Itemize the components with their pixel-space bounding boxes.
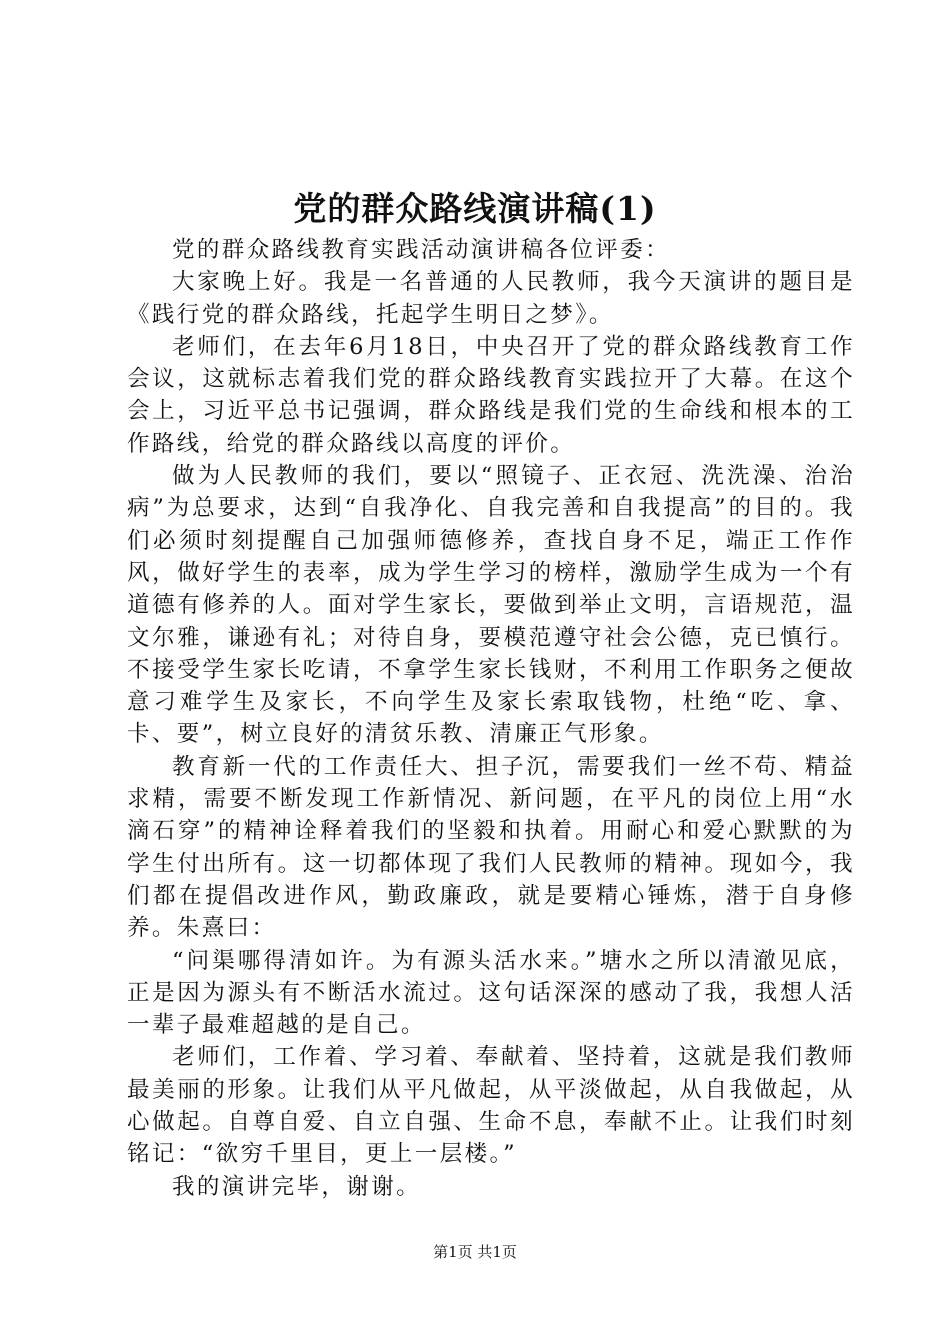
paragraph-education-responsibility: 教育新一代的工作责任大、担子沉，需要我们一丝不苟、精益求精，需要不断发现工作新情况、新问题，在平凡的岗位上用“水滴石穿”的精神诠释着我们的坚毅和执着。用耐心和爱心默默的为学生付出所有。这一切都体现了我们人民教师的精神。现如今，我们都在提倡改进作风，勤政廉政，就是要精心锤炼，潜于自身修养。朱熹曰： [127, 753, 855, 942]
paragraph-greeting: 大家晚上好。我是一名普通的人民教师，我今天演讲的题目是《践行党的群众路线，托起学生明日之梦》。 [127, 269, 855, 328]
page-number-footer: 第1页 共1页 [433, 1243, 517, 1261]
document-body [127, 234, 855, 1203]
paragraph-teacher-duty: 做为人民教师的我们，要以“照镜子、正衣冠、洗洗澡、治治病”为总要求，达到“自我净化、自我完善和自我提高”的目的。我们必须时刻提醒自己加强师德修养，查找自身不足，端正工作作风，做好学生的表率，成为学生学习的榜样，激励学生成为一个有道德有修养的人。面对学生家长，要做到举止文明，言语规范，温文尔雅，谦逊有礼；对待自身，要模范遵守社会公德，克已慎行。不接受学生家长吃请，不拿学生家长钱财，不利用工作职务之便故意刁难学生及家长，不向学生及家长索取钱物，杜绝“吃、拿、卡、要”，树立良好的清贫乐教、清廉正气形象。 [127, 463, 855, 748]
paragraph-conclusion: 老师们，工作着、学习着、奉献着、坚持着，这就是我们教师最美丽的形象。让我们从平凡做起，从平淡做起，从自我做起，从心做起。自尊自爱、自立自强、生命不息，奉献不止。让我们时刻铭记：“欲穷千里目，更上一层楼。” [127, 1044, 855, 1168]
paragraph-salutation: 党的群众路线教育实践活动演讲稿各位评委： [172, 237, 671, 263]
paragraph-quote: “问渠哪得清如许。为有源头活水来。”塘水之所以清澈见底，正是因为源头有不断活水流过。这句话深深的感动了我，我想人活一辈子最难超越的是自己。 [127, 947, 855, 1039]
document-title: 党的群众路线演讲稿(1) [293, 189, 657, 228]
paragraph-closing: 我的演讲完毕，谢谢。 [172, 1173, 422, 1200]
paragraph-meeting: 老师们，在去年6月18日，中央召开了党的群众路线教育工作会议，这就标志着我们党的群众路线教育实践拉开了大幕。在这个会上，习近平总书记强调，群众路线是我们党的生命线和根本的工作路线，给党的群众路线以高度的评价。 [127, 333, 855, 457]
